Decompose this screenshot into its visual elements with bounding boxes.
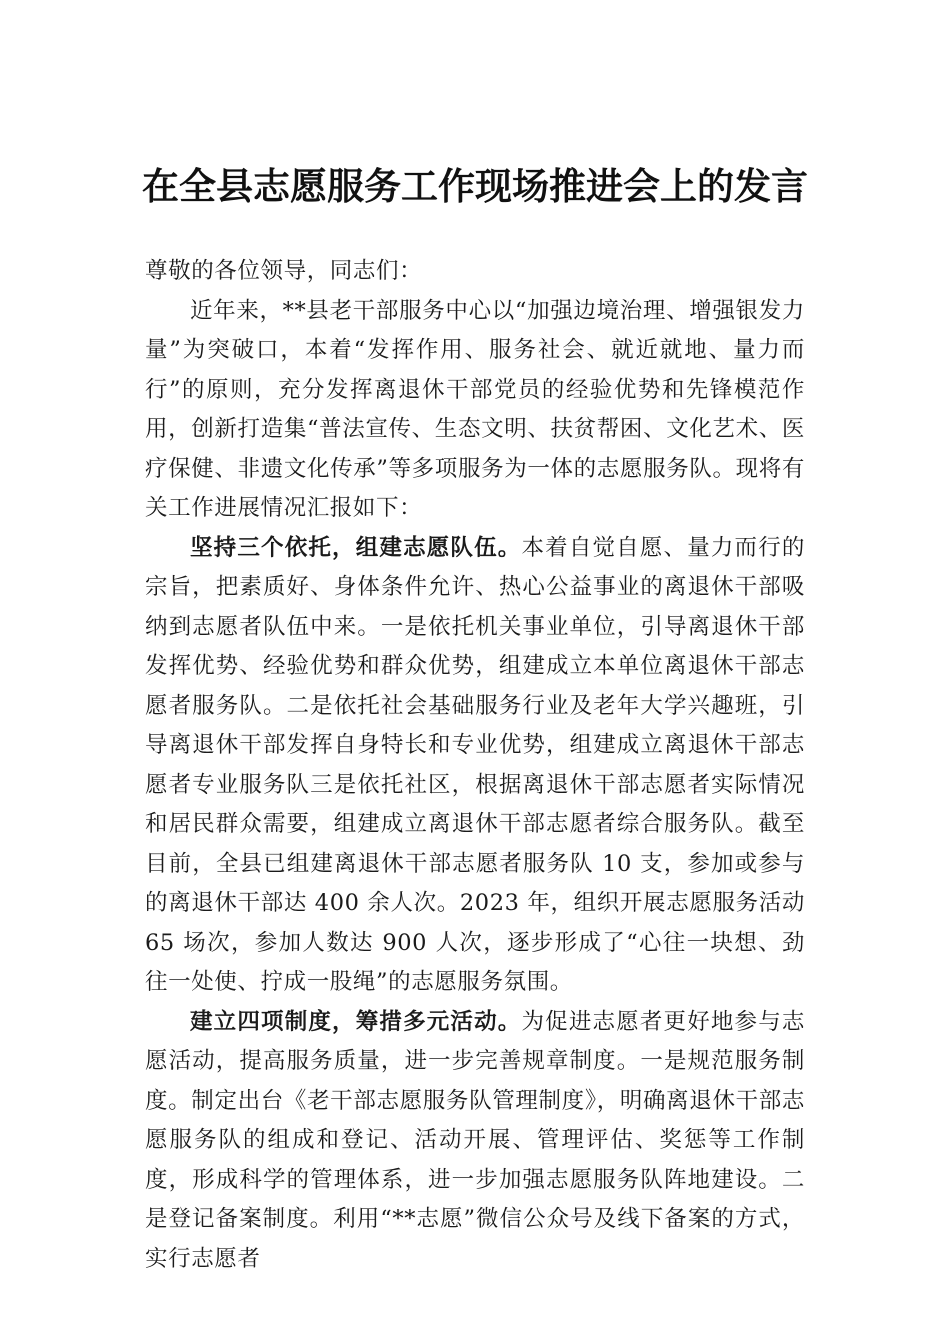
paragraph-text: 本着自觉自愿、量力而行的宗旨，把素质好、身体条件允许、热心公益事业的离退休干部吸纳到志愿者队伍中来。一是依托机关事业单位，引导离退休干部发挥优势、经验优势和群众优势，组建成立本单位离退休干部志愿者服务队。二是依托社会基础服务行业及老年大学兴趣班，引导离退休干部发挥自身特长和专业优势，组建成立离退休干部志愿者专业服务队三是依托社区，根据离退休干部志愿者实际情况和居民群众需要，组建成立离退休干部志愿者综合服务队。截至目前，全县已组建离退休干部志愿者服务队 10 支，参加或参与的离退休干部达 400 余人次。2023 年，组织开展志愿服务活动 65 场次，参加人数达 900 人次，逐步形成了“心往一块想、劲往一处使、拧成一股绳”的志愿服务氛围。 — [145, 534, 806, 995]
paragraph-heading: 坚持三个依托，组建志愿队伍。 — [190, 534, 522, 561]
paragraph-heading: 建立四项制度，筹措多元活动。 — [190, 1008, 522, 1035]
document-title: 在全县志愿服务工作现场推进会上的发言 — [142, 164, 808, 208]
paragraph-text: 为促进志愿者更好地参与志愿活动，提高服务质量，进一步完善规章制度。一是规范服务制度。制定出台《老干部志愿服务队管理制度》，明确离退休干部志愿服务队的组成和登记、活动开展、管理评估、奖惩等工作制度，形成科学的管理体系，进一步加强志愿服务队阵地建设。二是登记备案制度。利用“**志愿”微信公众号及线下备案的方式，实行志愿者 — [145, 1008, 806, 1272]
paragraph-volunteer-team — [145, 529, 805, 1003]
document-body — [145, 252, 805, 1279]
salutation: 尊敬的各位领导，同志们： — [145, 258, 423, 284]
paragraph-four-systems — [145, 1003, 805, 1280]
paragraph-intro — [145, 292, 805, 529]
paragraph-text: 近年来，**县老干部服务中心以“加强边境治理、增强银发力量”为突破口，本着“发挥作用、服务社会、就近就地、量力而行”的原则，充分发挥离退休干部党员的经验优势和先锋模范作用，创新打造集“普法宣传、生态文明、扶贫帮困、文化艺术、医疗保健、非遗文化传承”等多项服务为一体的志愿服务队。现将有关工作进展情况汇报如下： — [145, 297, 805, 521]
